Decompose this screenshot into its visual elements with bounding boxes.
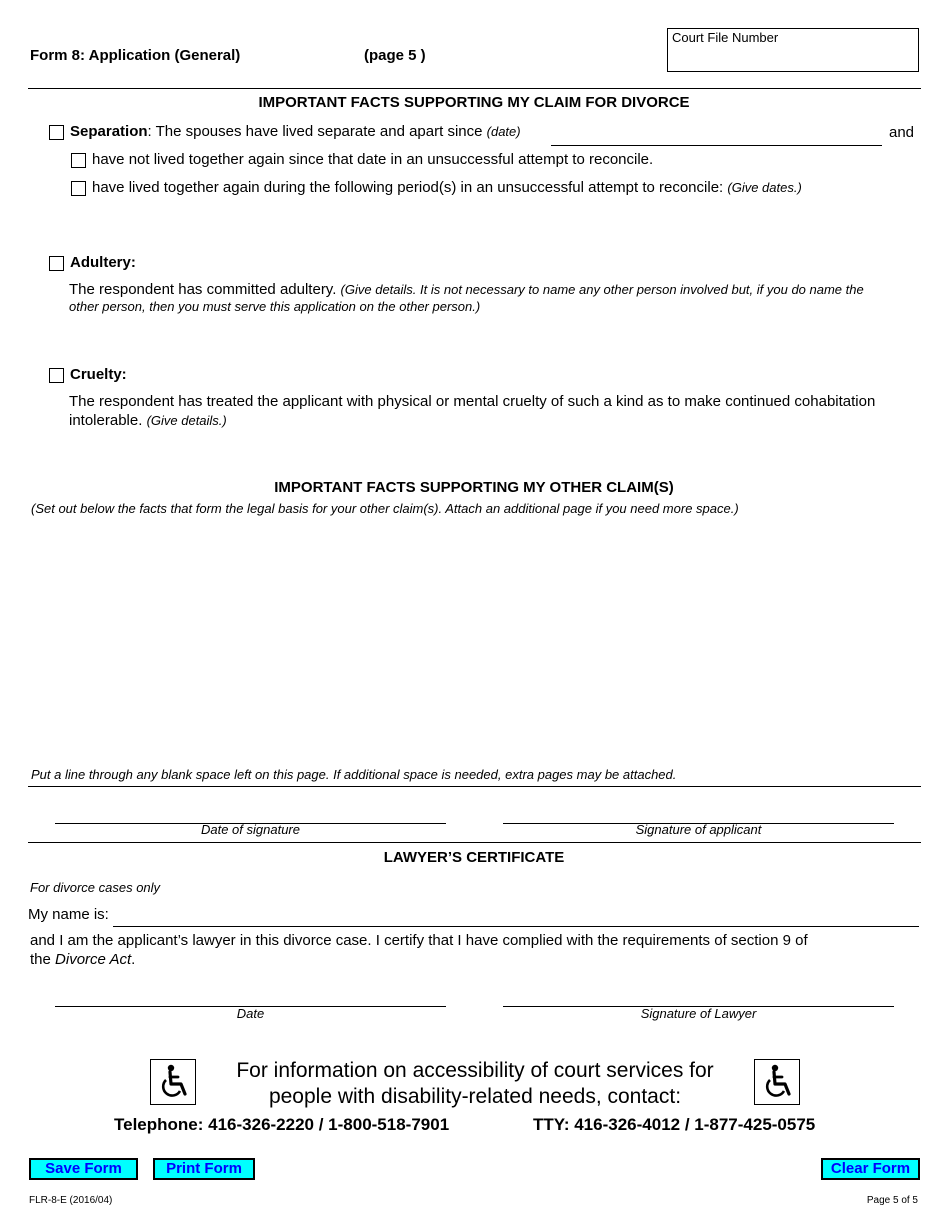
accessibility-line-2: people with disability-related needs, contact:	[268, 1085, 682, 1108]
separation-checkbox[interactable]	[49, 125, 64, 140]
divorce-act: Divorce Act	[55, 951, 132, 968]
lawyer-certification-text	[30, 931, 910, 969]
court-file-number-field[interactable]	[667, 28, 919, 72]
applicant-signature-label: Signature of applicant	[635, 822, 762, 837]
divorce-section-title: IMPORTANT FACTS SUPPORTING MY CLAIM FOR DIVORCE	[258, 94, 690, 111]
print-form-button[interactable]: Print Form	[153, 1158, 255, 1180]
date-hint: (date)	[486, 124, 521, 139]
court-file-number-label: Court File Number	[672, 30, 779, 45]
lived-together-line	[92, 179, 802, 196]
lawyer-name-field[interactable]	[113, 926, 919, 927]
certify-prefix: the	[30, 951, 56, 968]
cruelty-text-2: intolerable.	[69, 412, 143, 429]
separation-label: Separation	[70, 123, 148, 140]
lived-together-checkbox[interactable]	[71, 181, 86, 196]
separation-line	[70, 123, 521, 140]
divorce-only-note: For divorce cases only	[30, 880, 161, 895]
adultery-text: The respondent has committed adultery.	[69, 281, 337, 298]
accessibility-line-1: For information on accessibility of court services for	[236, 1059, 714, 1082]
adultery-details	[69, 281, 929, 315]
adultery-hint-1: (Give details. It is not necessary to name any other person involved but, if you do name the	[340, 282, 864, 297]
form-code: FLR-8-E (2016/04)	[29, 1195, 113, 1206]
form-title: Form 8: Application (General)	[30, 47, 241, 64]
page-number: Page 5 of 5	[866, 1195, 918, 1206]
separation-text: : The spouses have lived separate and apart since	[147, 123, 483, 140]
cruelty-details	[69, 392, 939, 430]
cruelty-checkbox[interactable]	[49, 368, 64, 383]
lived-together-text: have lived together again during the following period(s) in an unsuccessful attempt to reconcile:	[92, 179, 724, 196]
lawyer-signature-label: Signature of Lawyer	[640, 1006, 757, 1021]
not-lived-together-checkbox[interactable]	[71, 153, 86, 168]
not-lived-together-text: have not lived together again since that date in an unsuccessful attempt to reconcile.	[92, 151, 654, 168]
header-divider	[28, 88, 921, 89]
certify-line-1: and I am the applicant’s lawyer in this divorce case. I certify that I have complied with the requirements of section 9 of	[30, 932, 808, 949]
wheelchair-icon	[754, 1059, 800, 1105]
save-form-button[interactable]: Save Form	[29, 1158, 138, 1180]
note-divider	[28, 786, 921, 787]
accessibility-info	[200, 1058, 750, 1110]
date-of-signature-label: Date of signature	[200, 822, 300, 837]
other-claims-title: IMPORTANT FACTS SUPPORTING MY OTHER CLAIM(S)	[274, 479, 674, 496]
give-details-hint: (Give details.)	[146, 413, 227, 428]
other-claims-text-area[interactable]	[28, 520, 921, 760]
page-label: (page 5 )	[364, 47, 426, 64]
adultery-label: Adultery:	[70, 254, 136, 271]
clear-form-button[interactable]: Clear Form	[821, 1158, 920, 1180]
blank-space-note: Put a line through any blank space left on this page. If additional space is needed, extra pages may be attached.	[31, 767, 677, 782]
lawyer-date-label: Date	[236, 1006, 265, 1021]
wheelchair-icon	[150, 1059, 196, 1105]
separation-date-field[interactable]	[551, 145, 882, 146]
and-word: and	[889, 124, 915, 141]
other-claims-instructions: (Set out below the facts that form the legal basis for your other claim(s). Attach an additional page if you need more space.)	[31, 501, 739, 516]
adultery-hint-2: other person, then you must serve this application on the other person.)	[69, 299, 481, 314]
my-name-is-label: My name is:	[28, 906, 109, 923]
cruelty-text-1: The respondent has treated the applicant with physical or mental cruelty of such a kind as to make continued cohabitation	[69, 393, 876, 410]
tty-numbers: TTY: 416-326-4012 / 1-877-425-0575	[533, 1115, 816, 1134]
adultery-checkbox[interactable]	[49, 256, 64, 271]
certify-suffix: .	[131, 951, 136, 968]
give-dates-hint: (Give dates.)	[727, 180, 802, 195]
lawyer-certificate-title: LAWYER’S CERTIFICATE	[383, 849, 565, 866]
telephone-numbers: Telephone: 416-326-2220 / 1-800-518-7901	[114, 1115, 450, 1134]
cruelty-label: Cruelty:	[70, 366, 127, 383]
signature-divider	[28, 842, 921, 843]
